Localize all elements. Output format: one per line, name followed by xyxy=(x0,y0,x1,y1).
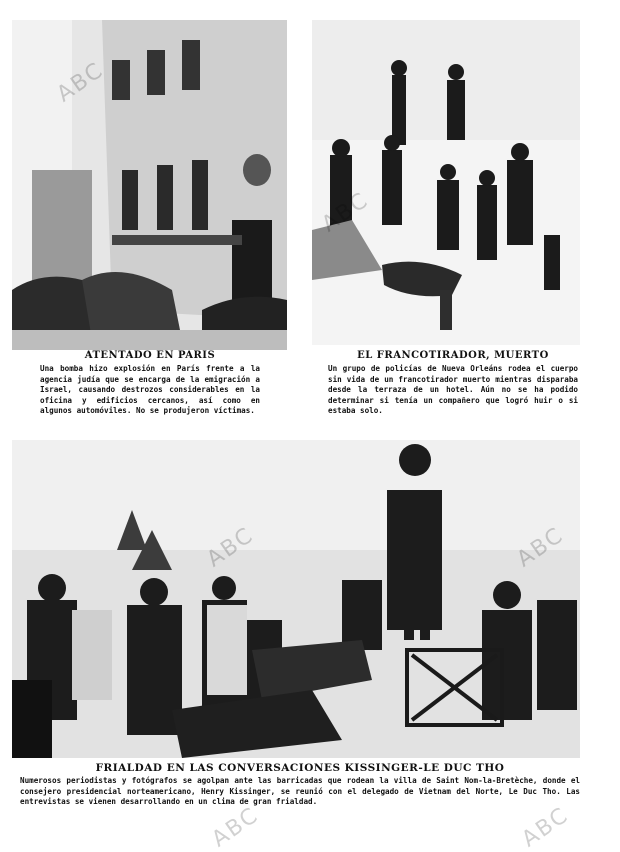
article-body: Numerosos periodistas y fotógrafos se agolpan ante las barricadas que rodean la villa de Saint Nom-la-Bretèche, donde el consejero presidencial norteamericano, Henry Kissinger, se reunió con el delegado de Vietnam del Norte, Le Duc Tho. Las entrevistas se vienen desarrollando en un clima de gran frialdad. xyxy=(20,776,580,806)
photo-sniper-scene xyxy=(312,20,580,345)
watermark-abc: ABC xyxy=(517,802,574,852)
article-body: Una bomba hizo explosión en París frente a la agencia judía que se encarga de la emigración a Israel, causando destrozos considerables en la oficina y edificios cercanos, así como en algunos automóviles. No se produjeron víctimas. xyxy=(40,364,260,415)
photo-paris-bombing xyxy=(12,20,287,350)
article-title: FRIALDAD EN LAS CONVERSACIONES KISSINGER-LE DUC THO xyxy=(95,762,505,774)
caption-paris xyxy=(40,350,260,417)
photo-kissinger-press xyxy=(12,440,580,758)
article-body: Un grupo de policías de Nueva Orleáns rodea el cuerpo sin vida de un francotirador muerto mientras disparaba desde la terraza de un hotel. Aún no se ha podido determinar si tenía un compañero que logró huir o si estaba solo. xyxy=(328,364,578,415)
caption-kissinger xyxy=(20,762,580,808)
article-title: ATENTADO EN PARIS xyxy=(84,350,216,361)
article-title: EL FRANCOTIRADOR, MUERTO xyxy=(357,350,549,361)
watermark-abc: ABC xyxy=(207,802,264,852)
caption-sniper xyxy=(328,350,578,417)
